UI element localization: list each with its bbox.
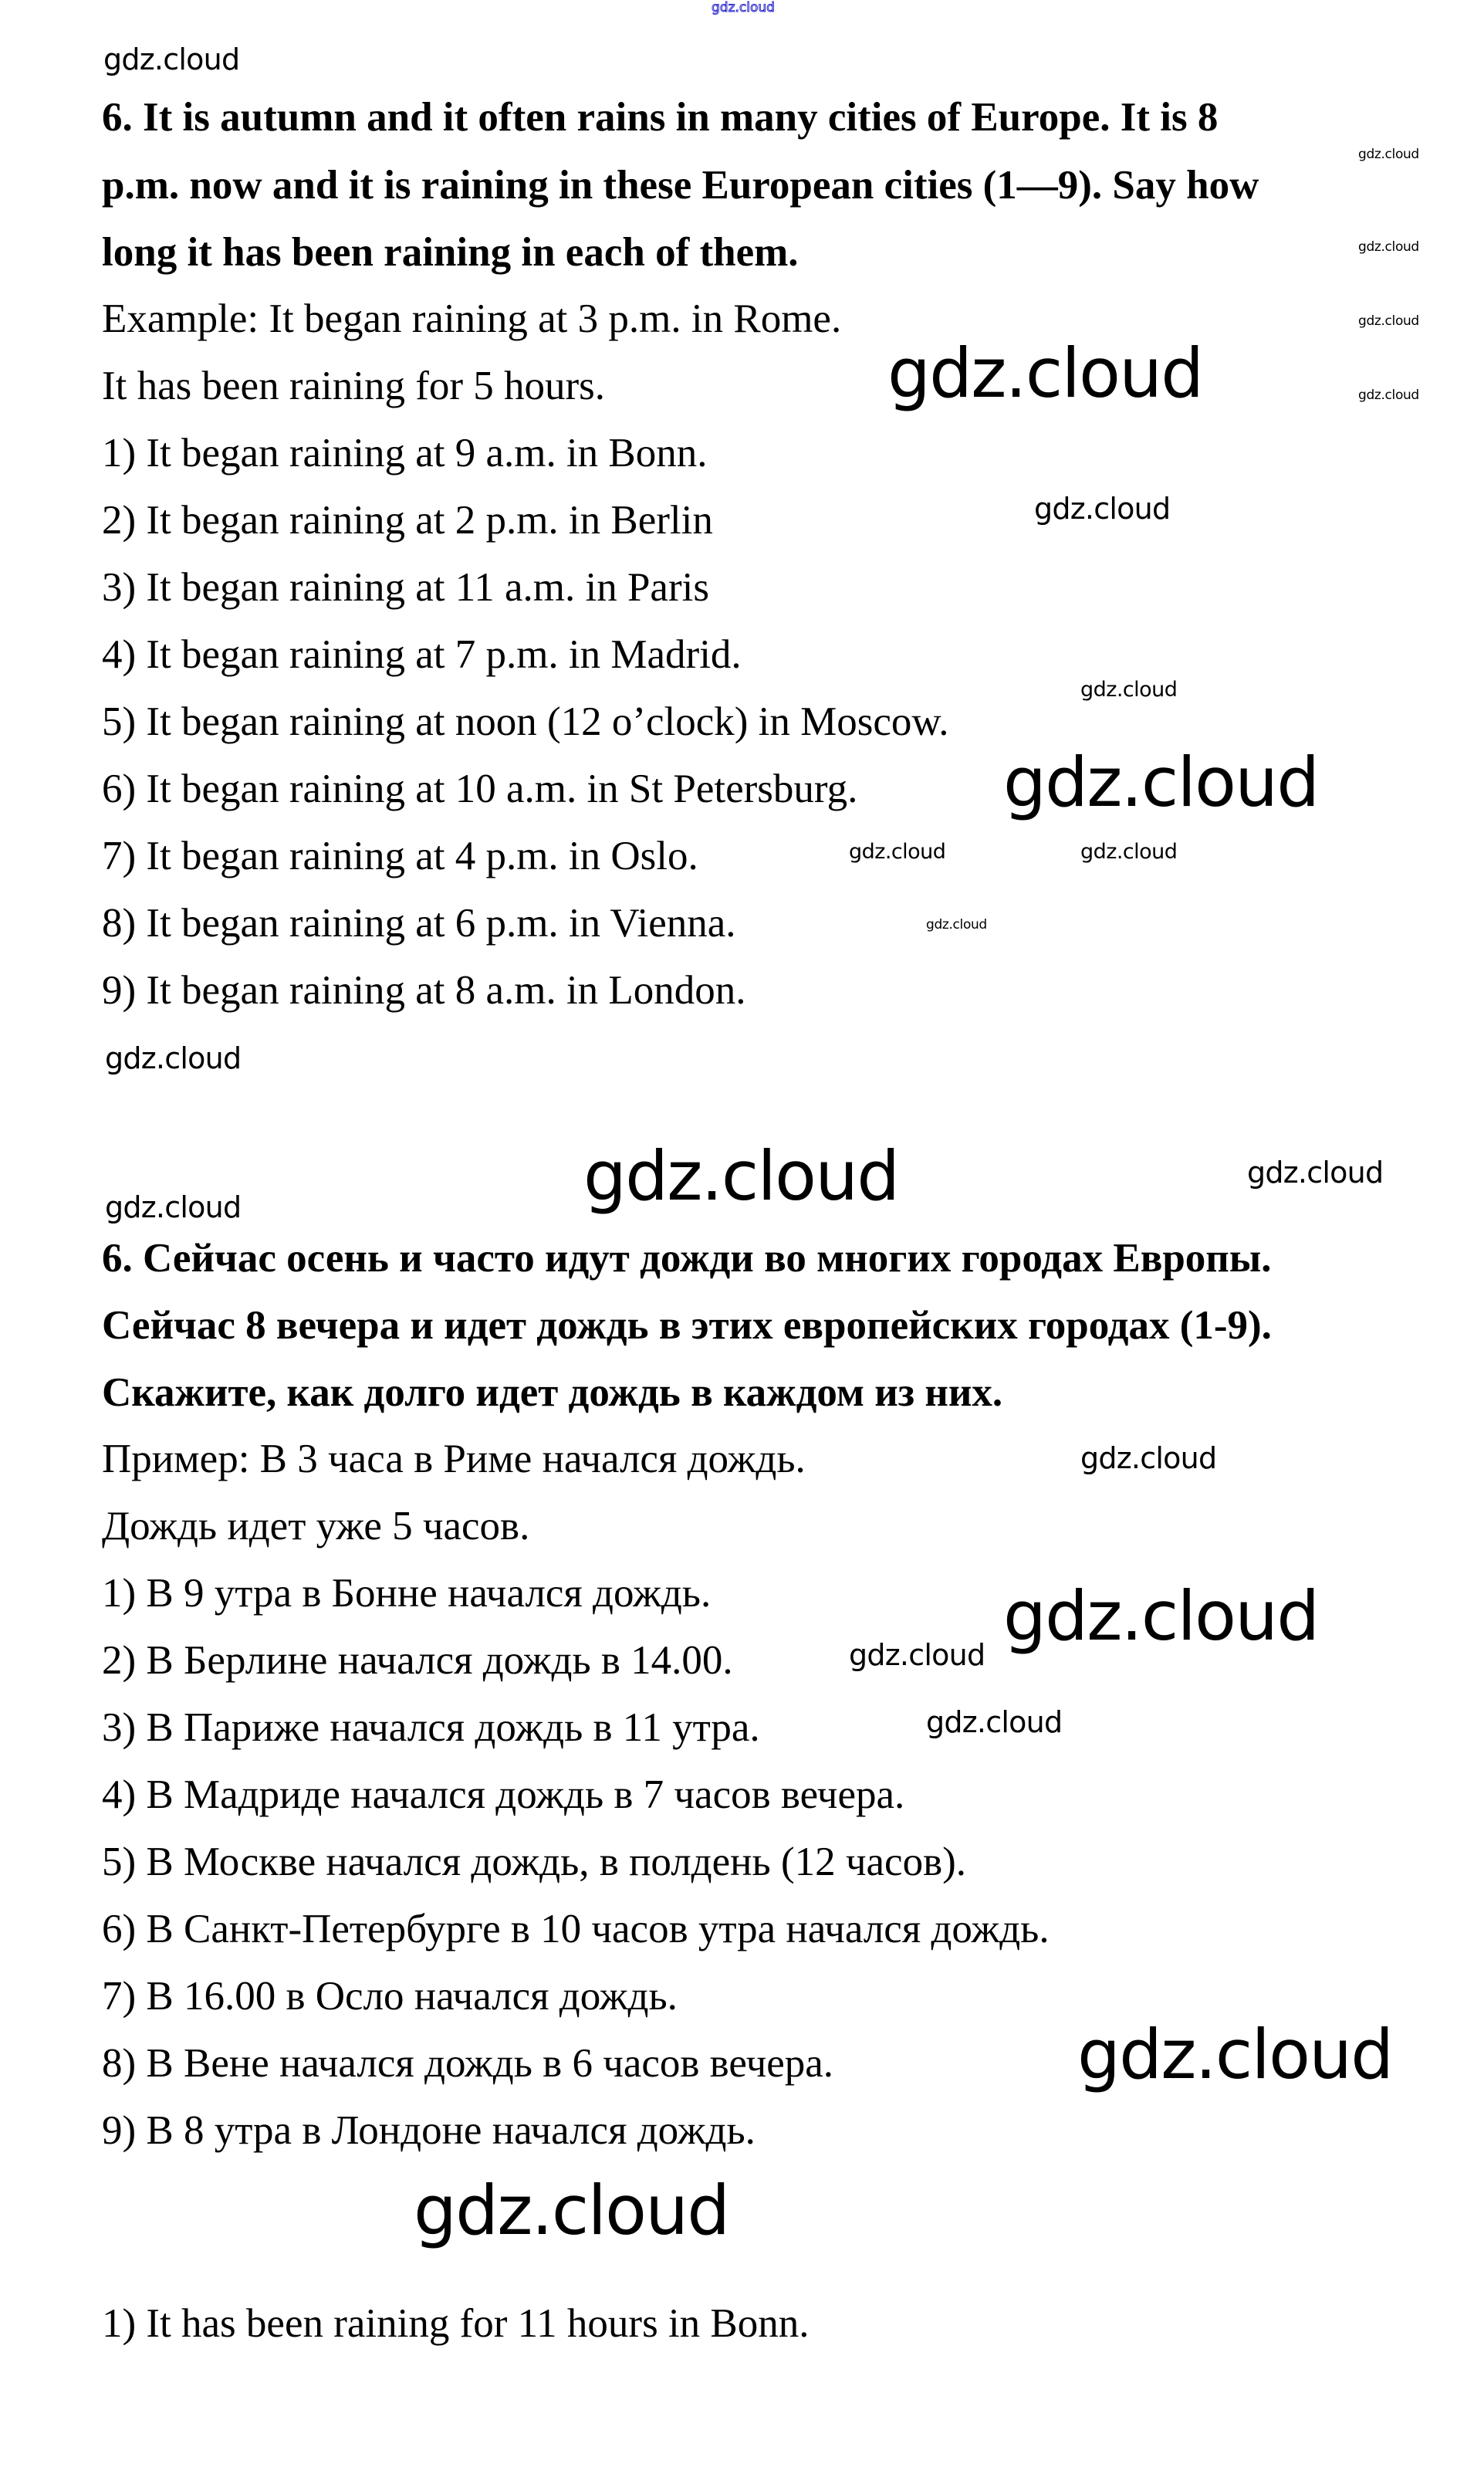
- list-item: 7) It began raining at 4 p.m. in Oslo.: [102, 834, 698, 878]
- watermark: gdz.cloud: [1077, 2015, 1393, 2094]
- watermark: gdz.cloud: [1358, 239, 1419, 255]
- watermark: gdz.cloud: [1358, 147, 1419, 162]
- list-item: 2) It began raining at 2 p.m. in Berlin: [102, 498, 713, 543]
- ru-list-item: 6) В Санкт-Петербурге в 10 часов утра начался дождь.: [102, 1907, 1050, 1951]
- ru-example-answer-line: Дождь идет уже 5 часов.: [102, 1504, 530, 1549]
- ru-task-title-line-2: Сейчас 8 вечера и идет дождь в этих европейских городах (1-9).: [102, 1303, 1272, 1348]
- task-title-line-1: 6. It is autumn and it often rains in many cities of Europe. It is 8: [102, 95, 1219, 140]
- watermark: gdz.cloud: [1080, 678, 1178, 702]
- ru-list-item: 5) В Москве начался дождь, в полдень (12 часов).: [102, 1840, 966, 1884]
- watermark: gdz.cloud: [849, 1638, 985, 1672]
- watermark: gdz.cloud: [105, 1041, 242, 1075]
- watermark: gdz.cloud: [1358, 388, 1419, 403]
- example-answer-line: It has been raining for 5 hours.: [102, 364, 606, 408]
- task-title-line-3: long it has been raining in each of them.: [102, 230, 799, 275]
- ru-list-item: 4) В Мадриде начался дождь в 7 часов вечера.: [102, 1772, 905, 1817]
- list-item: 5) It began raining at noon (12 o’clock) in Moscow.: [102, 699, 949, 744]
- watermark: gdz.cloud: [414, 2171, 729, 2250]
- watermark: gdz.cloud: [1247, 1156, 1384, 1190]
- list-item: 6) It began raining at 10 a.m. in St Petersburg.: [102, 767, 858, 811]
- watermark: gdz.cloud: [1080, 840, 1178, 864]
- list-item: 9) It began raining at 8 a.m. in London.: [102, 968, 746, 1013]
- watermark: gdz.cloud: [1358, 313, 1419, 329]
- watermark: gdz.cloud: [926, 1705, 1063, 1739]
- watermark: gdz.cloud: [1003, 1576, 1319, 1656]
- list-item: 8) It began raining at 6 p.m. in Vienna.: [102, 901, 736, 946]
- ru-list-item: 9) В 8 утра в Лондоне начался дождь.: [102, 2108, 756, 2153]
- watermark: gdz.cloud: [1034, 492, 1171, 526]
- watermark: gdz.cloud: [849, 840, 946, 864]
- ru-example-line: Пример: В 3 часа в Риме начался дождь.: [102, 1437, 806, 1481]
- watermark: gdz.cloud: [583, 1136, 899, 1216]
- list-item: 3) It began raining at 11 a.m. in Paris: [102, 565, 709, 610]
- task-title-line-2: p.m. now and it is raining in these European cities (1—9). Say how: [102, 163, 1259, 208]
- ru-list-item: 1) В 9 утра в Бонне начался дождь.: [102, 1571, 712, 1616]
- ru-list-item: 7) В 16.00 в Осло начался дождь.: [102, 1974, 678, 2019]
- watermark: gdz.cloud: [887, 333, 1203, 413]
- list-item: 1) It began raining at 9 a.m. in Bonn.: [102, 431, 708, 476]
- answer-line: 1) It has been raining for 11 hours in Bonn.: [102, 2301, 810, 2346]
- watermark: gdz.cloud: [105, 1190, 242, 1224]
- watermark: gdz.cloud: [1080, 1441, 1217, 1475]
- watermark: gdz.cloud: [103, 42, 240, 76]
- ru-task-title-line-3: Скажите, как долго идет дождь в каждом из них.: [102, 1370, 1003, 1415]
- example-line: Example: It began raining at 3 p.m. in Rome.: [102, 296, 842, 341]
- watermark: gdz.cloud: [926, 917, 987, 932]
- ru-list-item: 2) В Берлине начался дождь в 14.00.: [102, 1638, 733, 1683]
- ru-list-item: 3) В Париже начался дождь в 11 утра.: [102, 1705, 760, 1750]
- watermark: gdz.cloud: [1003, 743, 1319, 822]
- list-item: 4) It began raining at 7 p.m. in Madrid.: [102, 632, 742, 677]
- watermark-top: gdz.cloud: [712, 0, 775, 15]
- ru-task-title-line-1: 6. Сейчас осень и часто идут дожди во многих городах Европы.: [102, 1236, 1272, 1281]
- ru-list-item: 8) В Вене начался дождь в 6 часов вечера.: [102, 2041, 834, 2086]
